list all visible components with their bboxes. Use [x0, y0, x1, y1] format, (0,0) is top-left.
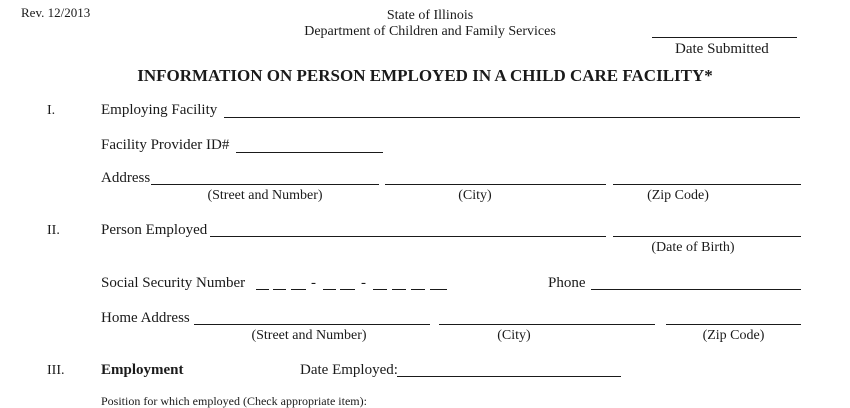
section-2-numeral: II. [47, 223, 60, 238]
person-employed-label: Person Employed [101, 222, 208, 238]
ssn-digit-4[interactable] [323, 289, 336, 290]
home-street-caption: (Street and Number) [251, 328, 367, 343]
position-note: Position for which employed (Check appropriate item): [101, 394, 367, 408]
home-zip-caption: (Zip Code) [702, 328, 765, 343]
facility-street-field[interactable] [151, 184, 379, 185]
ssn-label: Social Security Number [101, 275, 246, 291]
date-submitted-field[interactable] [652, 37, 797, 38]
date-of-birth-field[interactable] [613, 236, 801, 237]
ssn-digit-2[interactable] [273, 289, 286, 290]
department-name: Department of Children and Family Services [304, 24, 556, 39]
date-employed-field[interactable] [397, 376, 621, 377]
employing-facility-field[interactable] [224, 117, 800, 118]
date-of-birth-caption: (Date of Birth) [651, 240, 735, 255]
facility-zip-field[interactable] [613, 184, 801, 185]
home-street-field[interactable] [194, 324, 430, 325]
home-zip-field[interactable] [666, 324, 801, 325]
person-employed-field[interactable] [210, 236, 606, 237]
phone-field[interactable] [591, 289, 801, 290]
employment-heading: Employment [101, 362, 184, 378]
employing-facility-label: Employing Facility [101, 102, 218, 118]
ssn-digit-1[interactable] [256, 289, 269, 290]
form-title: INFORMATION ON PERSON EMPLOYED IN A CHILD CARE FACILITY* [137, 66, 713, 85]
ssn-digit-7[interactable] [392, 289, 406, 290]
provider-id-label: Facility Provider ID# [101, 137, 230, 153]
phone-label: Phone [548, 275, 586, 291]
ssn-digit-5[interactable] [340, 289, 355, 290]
state-name: State of Illinois [386, 8, 474, 23]
ssn-digit-3[interactable] [291, 289, 306, 290]
ssn-dash-1: - [311, 275, 316, 291]
date-employed-label: Date Employed: [300, 362, 398, 378]
ssn-dash-2: - [361, 275, 366, 291]
home-city-field[interactable] [439, 324, 655, 325]
home-address-label: Home Address [101, 310, 190, 326]
section-1-numeral: I. [47, 103, 56, 118]
date-submitted-label: Date Submitted [675, 41, 769, 57]
facility-zip-caption: (Zip Code) [647, 188, 709, 203]
facility-street-caption: (Street and Number) [207, 188, 323, 203]
revision-date: Rev. 12/2013 [21, 5, 91, 20]
provider-id-field[interactable] [236, 152, 383, 153]
ssn-digit-9[interactable] [430, 289, 447, 290]
home-city-caption: (City) [497, 328, 531, 343]
facility-city-caption: (City) [458, 188, 492, 203]
section-3-numeral: III. [47, 363, 65, 378]
ssn-digit-6[interactable] [373, 289, 387, 290]
facility-city-field[interactable] [385, 184, 606, 185]
address-label: Address [101, 170, 151, 186]
ssn-digit-8[interactable] [411, 289, 425, 290]
